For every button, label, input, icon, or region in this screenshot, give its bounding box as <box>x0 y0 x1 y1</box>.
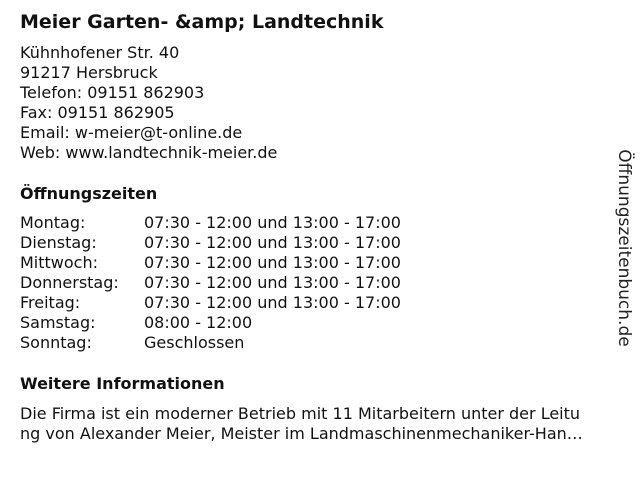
website-address: Web: www.landtechnik-meier.de <box>20 143 278 162</box>
day-label: Dienstag: <box>20 233 97 252</box>
time-value: 07:30 - 12:00 und 13:00 - 17:00 <box>144 293 401 312</box>
time-value: 07:30 - 12:00 und 13:00 - 17:00 <box>144 253 401 272</box>
description-line: ng von Alexander Meier, Meister im Landmaschinenmechaniker-Han… <box>20 424 583 443</box>
email-address: Email: w-meier@t-online.de <box>20 123 243 142</box>
day-label: Mittwoch: <box>20 253 98 272</box>
contact-block <box>20 43 277 163</box>
more-info-heading: Weitere Informationen <box>20 374 225 393</box>
day-label: Donnerstag: <box>20 273 119 292</box>
company-description <box>20 404 630 444</box>
business-card <box>20 0 632 480</box>
city-address: 91217 Hersbruck <box>20 63 158 82</box>
day-label: Samstag: <box>20 313 96 332</box>
time-value: 08:00 - 12:00 <box>144 313 253 332</box>
day-label: Sonntag: <box>20 333 92 352</box>
fax-number: Fax: 09151 862905 <box>20 103 175 122</box>
site-watermark <box>612 133 636 363</box>
phone-number: Telefon: 09151 862903 <box>20 83 205 102</box>
watermark-text: Öffnungszeitenbuch.de <box>614 149 634 347</box>
time-value: 07:30 - 12:00 und 13:00 - 17:00 <box>144 273 401 292</box>
day-label: Freitag: <box>20 293 81 312</box>
time-value: 07:30 - 12:00 und 13:00 - 17:00 <box>144 233 401 252</box>
time-value: Geschlossen <box>144 333 245 352</box>
opening-hours-heading: Öffnungszeiten <box>20 184 158 203</box>
time-value: 07:30 - 12:00 und 13:00 - 17:00 <box>144 213 401 232</box>
business-name: Meier Garten- &amp; Landtechnik <box>20 11 384 33</box>
description-line: Die Firma ist ein moderner Betrieb mit 11 Mitarbeitern unter der Leitu <box>20 404 581 423</box>
day-label: Montag: <box>20 213 86 232</box>
street-address: Kühnhofener Str. 40 <box>20 43 180 62</box>
